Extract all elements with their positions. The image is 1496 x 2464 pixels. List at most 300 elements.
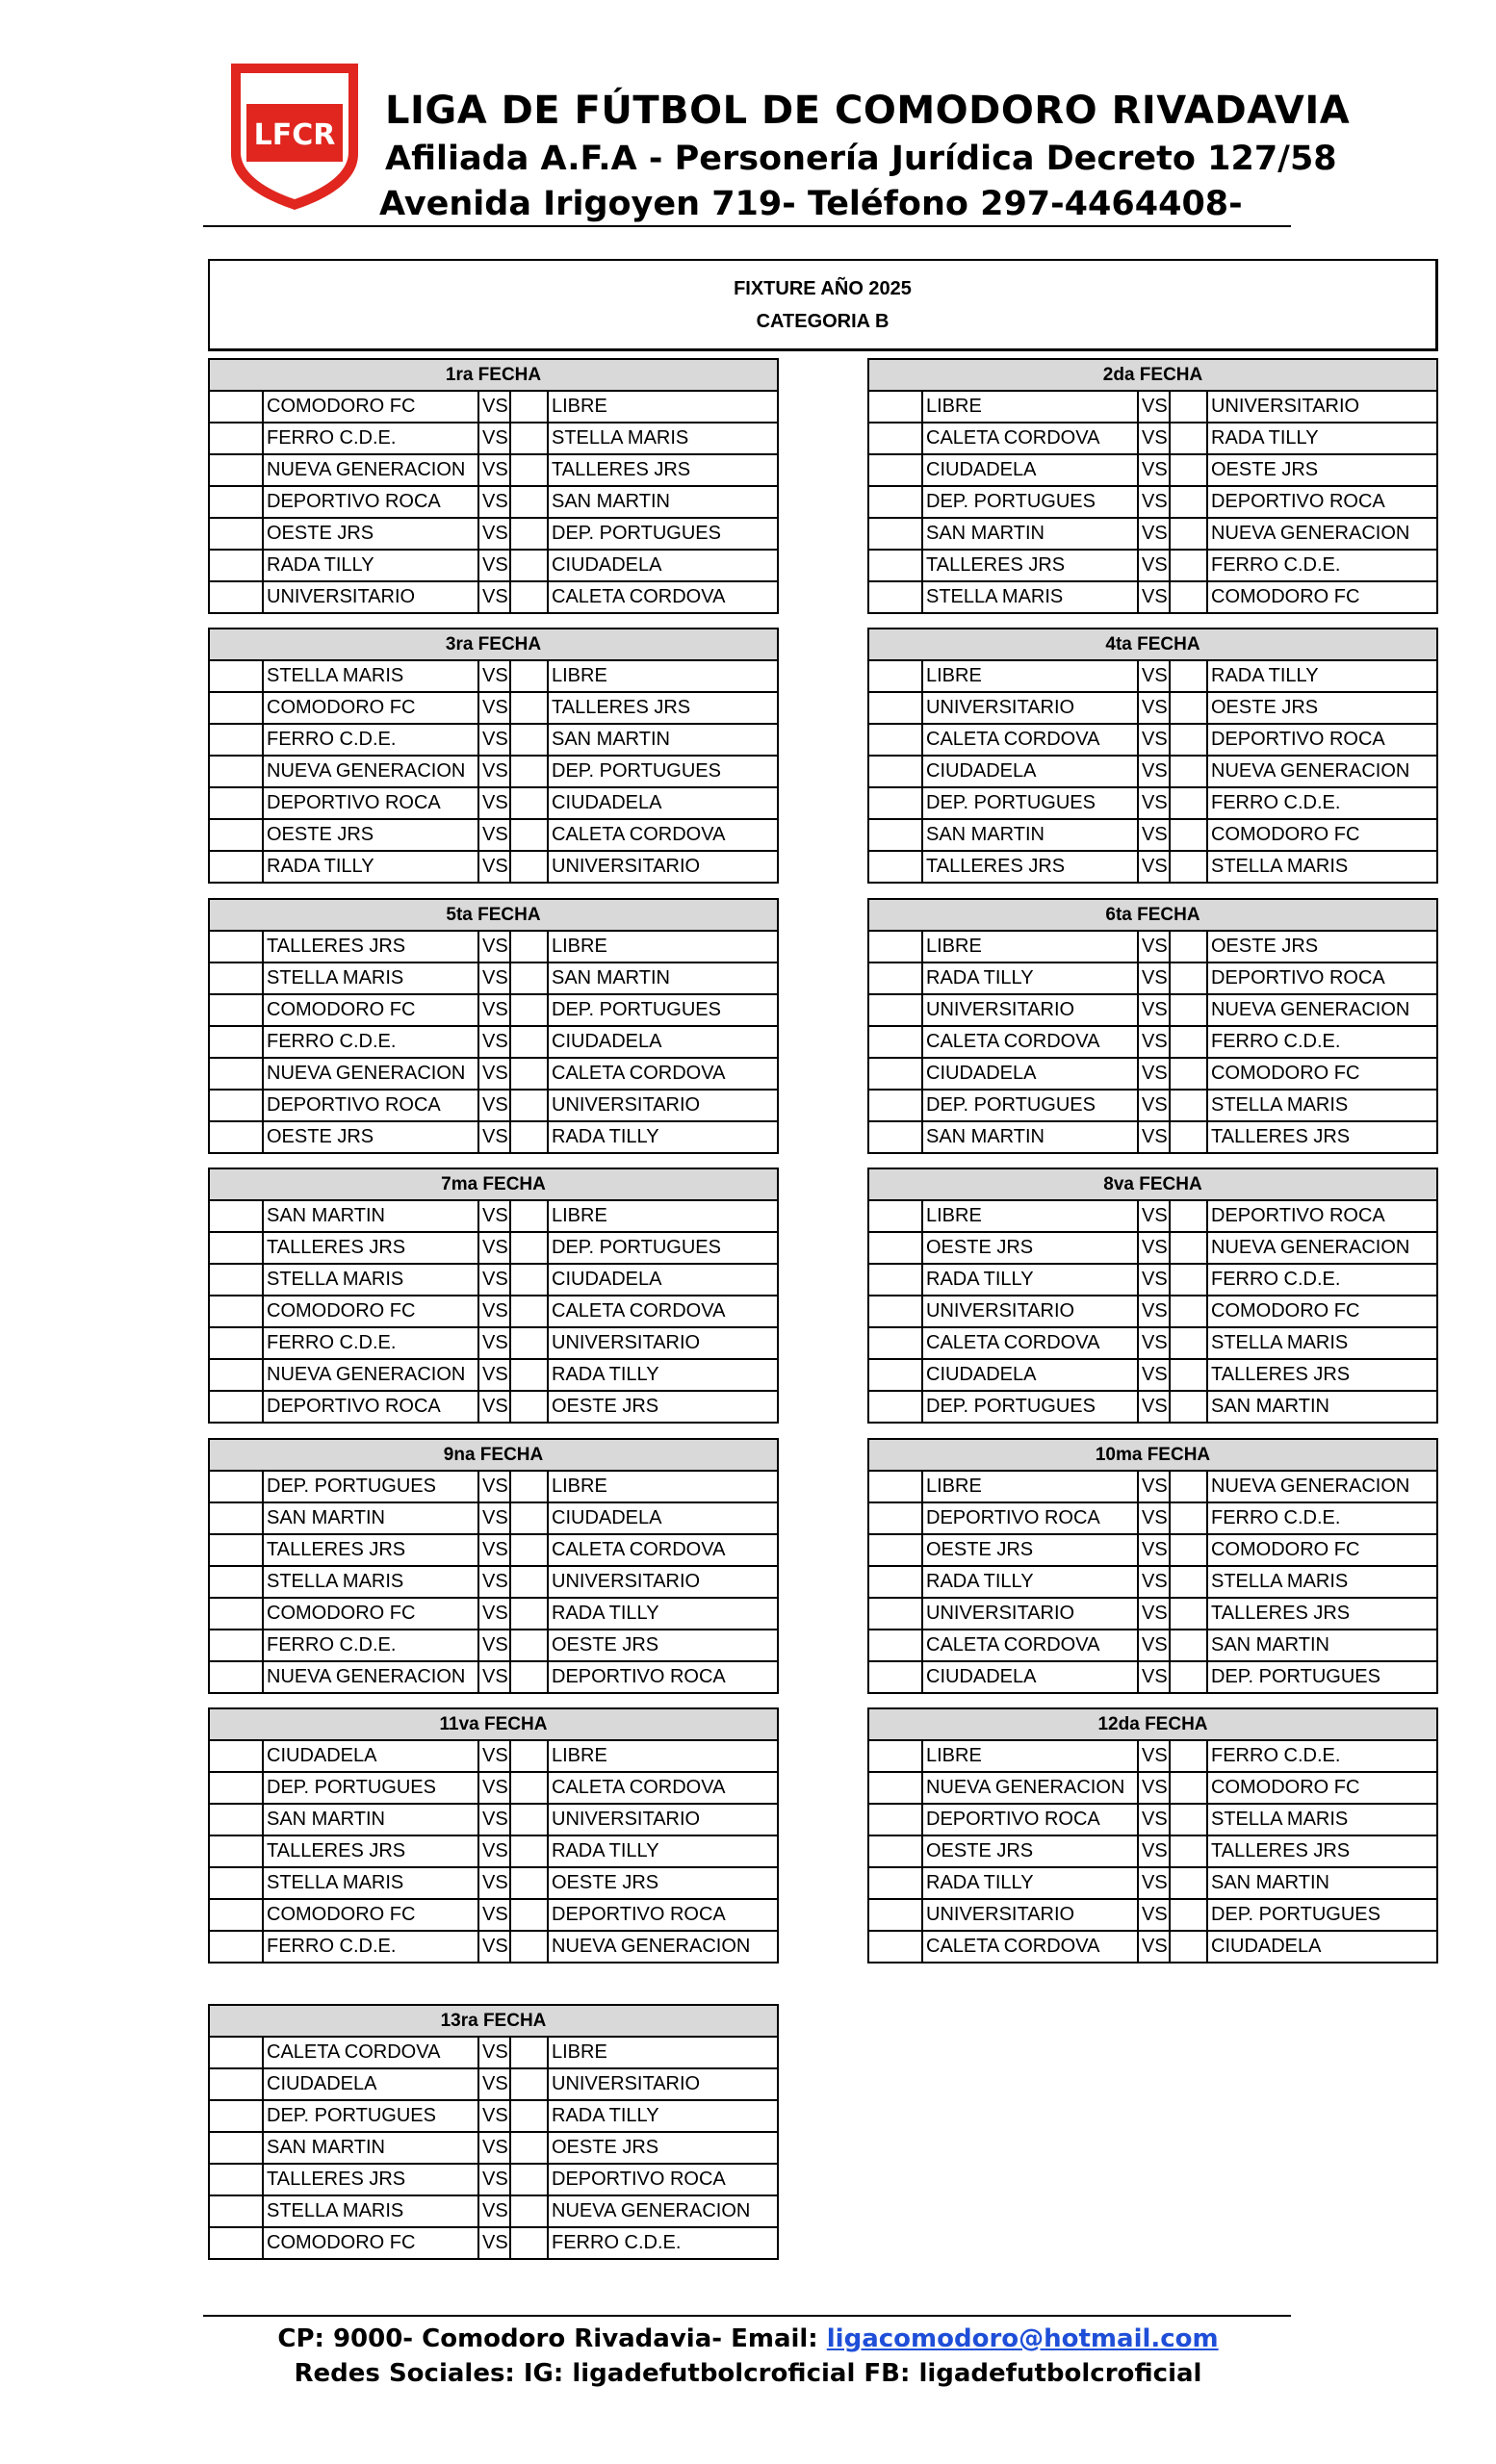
away-team: COMODORO FC (1207, 1772, 1437, 1804)
vs-label: VS (1138, 1867, 1170, 1899)
vs-label: VS (478, 660, 510, 692)
blank-cell (209, 581, 263, 613)
away-team: DEP. PORTUGUES (548, 756, 778, 787)
category-title: CATEGORIA B (756, 310, 890, 332)
vs-label: VS (478, 1804, 510, 1835)
vs-label: VS (478, 2100, 510, 2132)
blank-cell (209, 1232, 263, 1264)
blank-cell (868, 1931, 922, 1963)
blank-cell (510, 1867, 548, 1899)
blank-cell (868, 1058, 922, 1090)
home-team: DEP. PORTUGUES (263, 1772, 478, 1804)
home-team: RADA TILLY (263, 550, 478, 581)
home-team: STELLA MARIS (922, 581, 1138, 613)
vs-label: VS (478, 787, 510, 819)
away-team: RADA TILLY (548, 2100, 778, 2132)
away-team: UNIVERSITARIO (548, 1327, 778, 1359)
vs-label: VS (478, 518, 510, 550)
blank-cell (209, 994, 263, 1026)
match-row (868, 962, 1437, 994)
blank-cell (1170, 1327, 1207, 1359)
home-team: TALLERES JRS (263, 1232, 478, 1264)
blank-cell (868, 1359, 922, 1391)
blank-cell (209, 2164, 263, 2195)
blank-cell (1170, 1296, 1207, 1327)
vs-label: VS (478, 2227, 510, 2259)
fecha-table (208, 358, 779, 614)
vs-label: VS (478, 1931, 510, 1963)
blank-cell (510, 550, 548, 581)
blank-cell (510, 1471, 548, 1502)
match-row (209, 660, 778, 692)
match-row (868, 1566, 1437, 1598)
blank-cell (1170, 423, 1207, 454)
blank-cell (868, 851, 922, 883)
away-team: RADA TILLY (548, 1598, 778, 1630)
home-team: SAN MARTIN (922, 819, 1138, 851)
away-team: SAN MARTIN (1207, 1867, 1437, 1899)
away-team: FERRO C.D.E. (1207, 1026, 1437, 1058)
match-row (209, 454, 778, 486)
match-row (209, 1471, 778, 1502)
blank-cell (1170, 724, 1207, 756)
home-team: COMODORO FC (263, 692, 478, 724)
home-team: OESTE JRS (263, 819, 478, 851)
blank-cell (209, 486, 263, 518)
fecha-title: 12da FECHA (868, 1708, 1437, 1740)
blank-cell (1170, 819, 1207, 851)
match-row (209, 1899, 778, 1931)
blank-cell (510, 1740, 548, 1772)
away-team: CIUDADELA (548, 550, 778, 581)
home-team: STELLA MARIS (263, 1566, 478, 1598)
vs-label: VS (478, 962, 510, 994)
vs-label: VS (478, 1121, 510, 1153)
vs-label: VS (478, 1661, 510, 1693)
blank-cell (1170, 660, 1207, 692)
home-team: LIBRE (922, 1740, 1138, 1772)
fecha-table (867, 1707, 1438, 1964)
vs-label: VS (1138, 851, 1170, 883)
blank-cell (510, 2227, 548, 2259)
match-row (868, 692, 1437, 724)
home-team: UNIVERSITARIO (922, 1296, 1138, 1327)
match-row (868, 660, 1437, 692)
vs-label: VS (1138, 1200, 1170, 1232)
vs-label: VS (1138, 1327, 1170, 1359)
blank-cell (510, 581, 548, 613)
blank-cell (868, 1566, 922, 1598)
blank-cell (868, 1835, 922, 1867)
blank-cell (510, 1931, 548, 1963)
away-team: NUEVA GENERACION (1207, 1232, 1437, 1264)
away-team: TALLERES JRS (548, 454, 778, 486)
home-team: DEPORTIVO ROCA (263, 787, 478, 819)
away-team: DEPORTIVO ROCA (548, 1661, 778, 1693)
home-team: CIUDADELA (922, 756, 1138, 787)
match-row (209, 2037, 778, 2068)
home-team: CALETA CORDOVA (922, 423, 1138, 454)
away-team: TALLERES JRS (1207, 1835, 1437, 1867)
blank-cell (510, 454, 548, 486)
home-team: FERRO C.D.E. (263, 1026, 478, 1058)
match-row (209, 1835, 778, 1867)
away-team: RADA TILLY (548, 1835, 778, 1867)
blank-cell (1170, 994, 1207, 1026)
away-team: UNIVERSITARIO (548, 2068, 778, 2100)
match-row (868, 454, 1437, 486)
away-team: COMODORO FC (1207, 1534, 1437, 1566)
blank-cell (1170, 1090, 1207, 1121)
match-row (209, 1661, 778, 1693)
blank-cell (510, 1391, 548, 1423)
away-team: LIBRE (548, 391, 778, 423)
blank-cell (510, 1534, 548, 1566)
blank-cell (510, 1264, 548, 1296)
away-team: CIUDADELA (548, 1026, 778, 1058)
blank-cell (510, 2100, 548, 2132)
blank-cell (1170, 692, 1207, 724)
blank-cell (868, 756, 922, 787)
blank-cell (209, 2195, 263, 2227)
vs-label: VS (478, 1899, 510, 1931)
home-team: STELLA MARIS (263, 1264, 478, 1296)
away-team: TALLERES JRS (1207, 1121, 1437, 1153)
blank-cell (510, 1899, 548, 1931)
blank-cell (510, 1090, 548, 1121)
match-row (868, 1502, 1437, 1534)
match-row (868, 550, 1437, 581)
vs-label: VS (478, 1327, 510, 1359)
blank-cell (510, 2164, 548, 2195)
home-team: TALLERES JRS (263, 1534, 478, 1566)
home-team: DEPORTIVO ROCA (263, 486, 478, 518)
away-team: UNIVERSITARIO (548, 1804, 778, 1835)
match-row (868, 1058, 1437, 1090)
blank-cell (868, 1661, 922, 1693)
blank-cell (868, 819, 922, 851)
match-row (209, 1232, 778, 1264)
away-team: FERRO C.D.E. (1207, 1740, 1437, 1772)
blank-cell (868, 1026, 922, 1058)
blank-cell (868, 1772, 922, 1804)
blank-cell (868, 1327, 922, 1359)
away-team: DEP. PORTUGUES (548, 994, 778, 1026)
away-team: CIUDADELA (1207, 1931, 1437, 1963)
blank-cell (1170, 931, 1207, 962)
fecha-title: 3ra FECHA (209, 629, 778, 660)
vs-label: VS (1138, 1391, 1170, 1423)
home-team: TALLERES JRS (263, 1835, 478, 1867)
blank-cell (1170, 851, 1207, 883)
home-team: RADA TILLY (922, 962, 1138, 994)
away-team: SAN MARTIN (548, 486, 778, 518)
match-row (209, 1534, 778, 1566)
fecha-title: 9na FECHA (209, 1439, 778, 1471)
home-team: COMODORO FC (263, 391, 478, 423)
fecha-title: 1ra FECHA (209, 359, 778, 391)
vs-label: VS (478, 724, 510, 756)
away-team: SAN MARTIN (1207, 1630, 1437, 1661)
blank-cell (868, 931, 922, 962)
email-link[interactable]: ligacomodoro@hotmail.com (826, 2324, 1219, 2353)
blank-cell (868, 1232, 922, 1264)
blank-cell (209, 1121, 263, 1153)
blank-cell (868, 518, 922, 550)
vs-label: VS (478, 454, 510, 486)
match-row (209, 1058, 778, 1090)
blank-cell (868, 1740, 922, 1772)
blank-cell (510, 1026, 548, 1058)
blank-cell (510, 1630, 548, 1661)
away-team: SAN MARTIN (548, 724, 778, 756)
home-team: SAN MARTIN (922, 518, 1138, 550)
blank-cell (510, 2037, 548, 2068)
away-team: OESTE JRS (1207, 454, 1437, 486)
match-row (868, 581, 1437, 613)
home-team: OESTE JRS (922, 1835, 1138, 1867)
match-row (209, 1867, 778, 1899)
blank-cell (1170, 1534, 1207, 1566)
blank-cell (510, 1598, 548, 1630)
vs-label: VS (1138, 756, 1170, 787)
vs-label: VS (478, 756, 510, 787)
away-team: DEP. PORTUGUES (1207, 1661, 1437, 1693)
away-team: CALETA CORDOVA (548, 819, 778, 851)
blank-cell (868, 660, 922, 692)
vs-label: VS (478, 1200, 510, 1232)
away-team: DEPORTIVO ROCA (1207, 1200, 1437, 1232)
home-team: NUEVA GENERACION (263, 1359, 478, 1391)
match-row (209, 581, 778, 613)
match-row (209, 2195, 778, 2227)
home-team: STELLA MARIS (263, 2195, 478, 2227)
home-team: DEPORTIVO ROCA (922, 1804, 1138, 1835)
fecha-table (208, 628, 779, 884)
match-row (209, 756, 778, 787)
vs-label: VS (478, 1026, 510, 1058)
match-row (209, 1296, 778, 1327)
blank-cell (209, 1026, 263, 1058)
match-row (868, 756, 1437, 787)
away-team: NUEVA GENERACION (548, 2195, 778, 2227)
blank-cell (209, 1471, 263, 1502)
away-team: CALETA CORDOVA (548, 1534, 778, 1566)
vs-label: VS (478, 931, 510, 962)
blank-cell (1170, 1630, 1207, 1661)
vs-label: VS (1138, 454, 1170, 486)
match-row (209, 2132, 778, 2164)
home-team: DEP. PORTUGUES (922, 486, 1138, 518)
blank-cell (868, 1534, 922, 1566)
blank-cell (1170, 454, 1207, 486)
match-row (868, 1534, 1437, 1566)
blank-cell (209, 2068, 263, 2100)
blank-cell (510, 423, 548, 454)
blank-cell (510, 2068, 548, 2100)
match-row (868, 819, 1437, 851)
match-row (868, 1359, 1437, 1391)
match-row (209, 787, 778, 819)
away-team: OESTE JRS (548, 1867, 778, 1899)
fecha-title: 11va FECHA (209, 1708, 778, 1740)
blank-cell (868, 994, 922, 1026)
match-row (209, 1598, 778, 1630)
vs-label: VS (478, 1090, 510, 1121)
home-team: CALETA CORDOVA (922, 1931, 1138, 1963)
match-row (868, 486, 1437, 518)
match-row (868, 1772, 1437, 1804)
vs-label: VS (478, 1630, 510, 1661)
home-team: DEP. PORTUGUES (922, 1090, 1138, 1121)
match-row (868, 1327, 1437, 1359)
blank-cell (1170, 1391, 1207, 1423)
home-team: COMODORO FC (263, 1598, 478, 1630)
home-team: NUEVA GENERACION (263, 1058, 478, 1090)
away-team: DEP. PORTUGUES (1207, 1899, 1437, 1931)
vs-label: VS (478, 1534, 510, 1566)
blank-cell (209, 756, 263, 787)
blank-cell (510, 851, 548, 883)
vs-label: VS (1138, 962, 1170, 994)
blank-cell (209, 787, 263, 819)
blank-cell (1170, 391, 1207, 423)
blank-cell (510, 486, 548, 518)
home-team: COMODORO FC (263, 2227, 478, 2259)
home-team: UNIVERSITARIO (922, 692, 1138, 724)
blank-cell (510, 994, 548, 1026)
vs-label: VS (1138, 1471, 1170, 1502)
blank-cell (1170, 1264, 1207, 1296)
blank-cell (1170, 1026, 1207, 1058)
home-team: TALLERES JRS (263, 2164, 478, 2195)
blank-cell (868, 391, 922, 423)
away-team: FERRO C.D.E. (1207, 787, 1437, 819)
home-team: FERRO C.D.E. (263, 423, 478, 454)
fecha-title: 2da FECHA (868, 359, 1437, 391)
match-row (868, 1264, 1437, 1296)
match-row (868, 724, 1437, 756)
away-team: COMODORO FC (1207, 581, 1437, 613)
away-team: STELLA MARIS (1207, 1566, 1437, 1598)
away-team: RADA TILLY (548, 1359, 778, 1391)
vs-label: VS (478, 1471, 510, 1502)
home-team: CALETA CORDOVA (922, 1630, 1138, 1661)
blank-cell (510, 1121, 548, 1153)
blank-cell (209, 1264, 263, 1296)
fixture-title-box (208, 259, 1438, 351)
vs-label: VS (1138, 1661, 1170, 1693)
vs-label: VS (1138, 1899, 1170, 1931)
match-row (868, 391, 1437, 423)
vs-label: VS (478, 2068, 510, 2100)
match-row (209, 1200, 778, 1232)
vs-label: VS (478, 692, 510, 724)
blank-cell (209, 1598, 263, 1630)
blank-cell (510, 1772, 548, 1804)
blank-cell (209, 1740, 263, 1772)
blank-cell (1170, 1804, 1207, 1835)
blank-cell (209, 692, 263, 724)
away-team: LIBRE (548, 931, 778, 962)
blank-cell (868, 1296, 922, 1327)
home-team: FERRO C.D.E. (263, 724, 478, 756)
blank-cell (209, 1296, 263, 1327)
away-team: RADA TILLY (1207, 423, 1437, 454)
fecha-title: 6ta FECHA (868, 899, 1437, 931)
home-team: CIUDADELA (922, 1058, 1138, 1090)
blank-cell (209, 931, 263, 962)
vs-label: VS (478, 1232, 510, 1264)
home-team: DEP. PORTUGUES (263, 2100, 478, 2132)
match-row (209, 518, 778, 550)
away-team: UNIVERSITARIO (548, 1090, 778, 1121)
home-team: LIBRE (922, 391, 1138, 423)
header-divider (203, 225, 1291, 227)
match-row (209, 1264, 778, 1296)
vs-label: VS (1138, 1264, 1170, 1296)
blank-cell (868, 423, 922, 454)
match-row (209, 1121, 778, 1153)
blank-cell (209, 2037, 263, 2068)
blank-cell (510, 1200, 548, 1232)
match-row (868, 1867, 1437, 1899)
match-row (209, 931, 778, 962)
match-row (868, 1232, 1437, 1264)
away-team: SAN MARTIN (548, 962, 778, 994)
blank-cell (868, 1090, 922, 1121)
home-team: FERRO C.D.E. (263, 1931, 478, 1963)
match-row (209, 994, 778, 1026)
vs-label: VS (478, 994, 510, 1026)
vs-label: VS (478, 1867, 510, 1899)
blank-cell (868, 1502, 922, 1534)
blank-cell (209, 454, 263, 486)
blank-cell (510, 1058, 548, 1090)
blank-cell (868, 454, 922, 486)
away-team: FERRO C.D.E. (1207, 1264, 1437, 1296)
match-row (209, 1026, 778, 1058)
away-team: NUEVA GENERACION (1207, 756, 1437, 787)
match-row (209, 1502, 778, 1534)
blank-cell (209, 1534, 263, 1566)
vs-label: VS (1138, 1026, 1170, 1058)
blank-cell (510, 1661, 548, 1693)
away-team: LIBRE (548, 1200, 778, 1232)
away-team: UNIVERSITARIO (548, 851, 778, 883)
blank-cell (209, 1058, 263, 1090)
home-team: OESTE JRS (263, 518, 478, 550)
blank-cell (1170, 1740, 1207, 1772)
vs-label: VS (478, 1296, 510, 1327)
home-team: FERRO C.D.E. (263, 1630, 478, 1661)
blank-cell (209, 724, 263, 756)
match-row (868, 994, 1437, 1026)
blank-cell (209, 1867, 263, 1899)
blank-cell (1170, 1931, 1207, 1963)
blank-cell (209, 391, 263, 423)
blank-cell (1170, 1359, 1207, 1391)
home-team: DEP. PORTUGUES (922, 787, 1138, 819)
home-team: NUEVA GENERACION (263, 454, 478, 486)
home-team: UNIVERSITARIO (922, 994, 1138, 1026)
vs-label: VS (1138, 660, 1170, 692)
vs-label: VS (1138, 931, 1170, 962)
fecha-title: 7ma FECHA (209, 1168, 778, 1200)
away-team: STELLA MARIS (1207, 1327, 1437, 1359)
away-team: RADA TILLY (1207, 660, 1437, 692)
home-team: DEPORTIVO ROCA (263, 1391, 478, 1423)
